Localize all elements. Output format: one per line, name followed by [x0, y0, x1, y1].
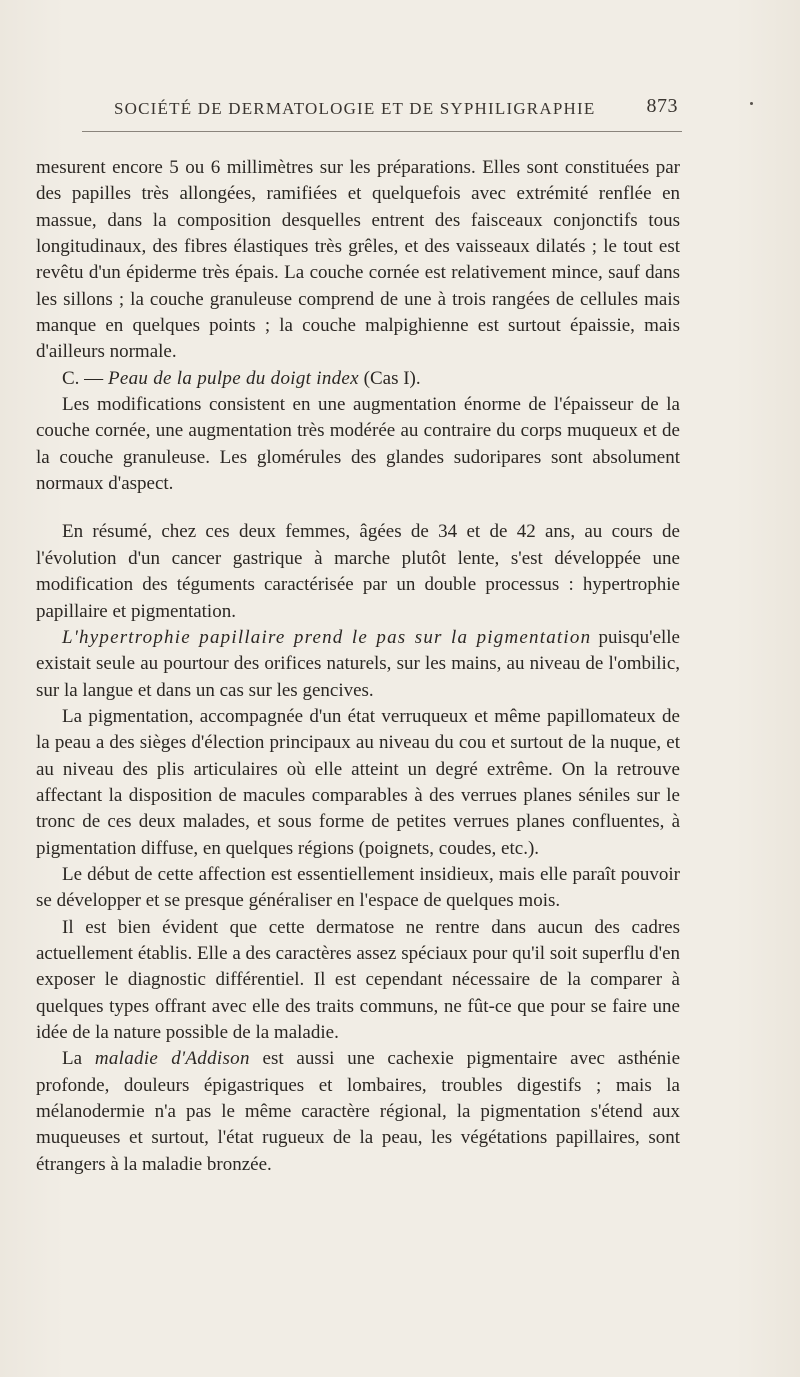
- running-title: SOCIÉTÉ DE DERMATOLOGIE ET DE SYPHILIGRAPHIE: [114, 99, 596, 118]
- page-number: 873: [646, 95, 678, 117]
- paragraph-modifications: Les modifications consistent en une augmentation énorme de l'épaisseur de la couche cornée, une augmentation très modérée au contraire du corps muqueux et de la couche granuleuse. Les glomérules des glandes sudoripares sont absolument normaux d'aspect.: [36, 394, 680, 495]
- header-rule: [82, 131, 682, 132]
- addison-prefix: La: [62, 1048, 95, 1070]
- section-c-prefix: C. —: [62, 367, 108, 389]
- hypertrophy-emphasis: L'hypertrophie papillaire prend le pas sur la pigmentation: [62, 626, 592, 648]
- page-header: [90, 95, 680, 121]
- paragraph-summary: En résumé, chez ces deux femmes, âgées de 34 et de 42 ans, au cours de l'évolution d'un cancer gastrique à marche plutôt lente, s'est développée une modification des téguments caractérisée par un double processus : hypertrophie papillaire et pigmentation.: [36, 521, 680, 622]
- paragraph-diagnosis: Il est bien évident que cette dermatose ne rentre dans aucun des cadres actuellement établis. Elle a des caractères assez spéciaux pour qu'il soit superflu d'en exposer le diagnostic différentiel. Il est cependant nécessaire de la comparer à quelques types offrant avec elle des traits communs, ne fût-ce que pour se faire une idée de la nature possible de la maladie.: [36, 916, 680, 1043]
- body-text: [36, 155, 680, 1178]
- margin-speck: [750, 102, 753, 105]
- hypertrophy-rest: puisqu'elle existait seule au pourtour des orifices naturels, sur les mains, au niveau de l'ombilic, sur la langue et dans un cas sur les gencives.: [36, 626, 680, 701]
- paragraph-addison: [36, 1046, 680, 1178]
- paragraph-onset: Le début de cette affection est essentiellement insidieux, mais elle paraît pouvoir se développer et se presque généraliser en l'espace de quelques mois.: [36, 863, 680, 912]
- section-c-title: Peau de la pulpe du doigt index: [107, 367, 359, 389]
- addison-rest: est aussi une cachexie pigmentaire avec asthénie profonde, douleurs épigastriques et lombaires, troubles digestifs ; mais la mélanodermie n'a pas le même caractère régional, la pigmentation s'étend aux muqueuses et surtout, l'état rugueux de la peau, les végétations papillaires, sont étrangers à la maladie bronzée.: [36, 1048, 680, 1175]
- section-c-suffix: (Cas I).: [358, 367, 421, 389]
- paragraph-hypertrophy: [36, 625, 680, 704]
- addison-emphasis: maladie d'Addison: [94, 1048, 250, 1070]
- paragraph-pigmentation: La pigmentation, accompagnée d'un état verruqueux et même papillomateux de la peau a des sièges d'élection principaux au niveau du cou et surtout de la nuque, et au niveau des plis articulaires où elle atteint un degré extrême. On la retrouve affectant la disposition de macules comparables à des verrues planes séniles sur le tronc de ces deux malades, et sous forme de petites verrues planes confluentes, à pigmentation diffuse, en quelques régions (poignets, coudes, etc.).: [36, 705, 680, 859]
- paragraph-section-c: [36, 366, 680, 392]
- paragraph-continuation: mesurent encore 5 ou 6 millimètres sur les préparations. Elles sont constituées par des papilles très allongées, ramifiées et quelquefois avec extrémité renflée en massue, dans la composition desquelles entrent des faisceaux conjonctifs tous longitudinaux, des fibres élastiques très grêles, et des vaisseaux dilatés ; le tout est revêtu d'un épiderme très épais. La couche cornée est relativement mince, sauf dans les sillons ; la couche granuleuse comprend de une à trois rangées de cellules mais manque en quelques points ; la couche malpighienne est surtout épaissie, mais d'ailleurs normale.: [36, 157, 680, 363]
